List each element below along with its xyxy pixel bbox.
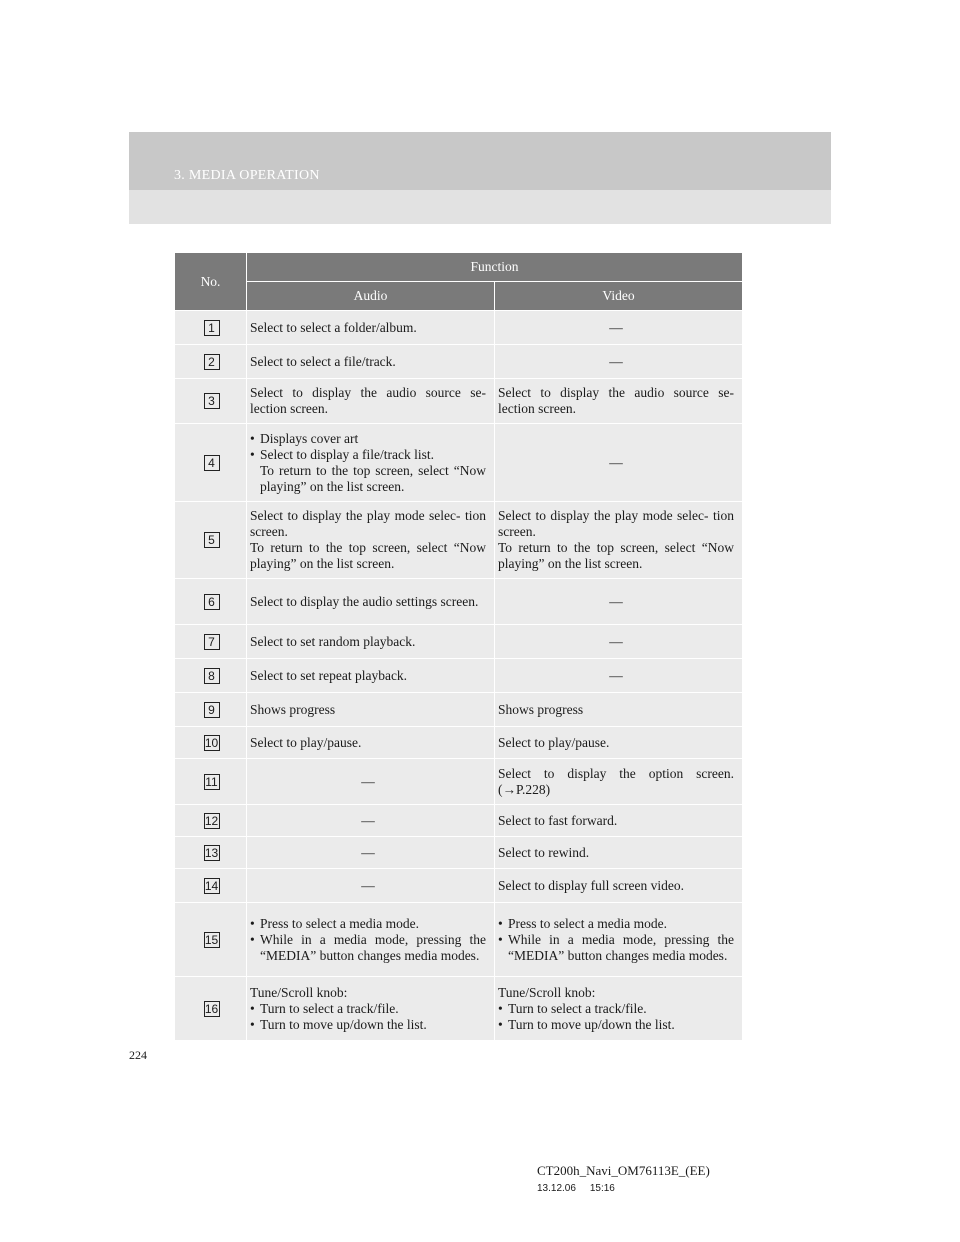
number-box: 9 bbox=[204, 702, 220, 718]
audio-note: To return to the top screen, select “Now playing” on the list screen. bbox=[250, 540, 486, 571]
row-number bbox=[175, 977, 247, 1041]
audio-cell: — bbox=[247, 869, 495, 903]
table-row bbox=[175, 625, 743, 659]
section-title: 3. MEDIA OPERATION bbox=[174, 168, 320, 183]
video-text: Select to display the play mode selec- tion screen. bbox=[498, 508, 734, 539]
video-cell: Select to fast forward. bbox=[495, 805, 743, 837]
header-sub-band bbox=[129, 190, 831, 224]
audio-cell bbox=[247, 424, 495, 502]
number-box: 7 bbox=[204, 634, 220, 650]
table-row bbox=[175, 659, 743, 693]
number-box: 3 bbox=[204, 393, 220, 409]
audio-cell: Select to display the audio settings screen. bbox=[247, 579, 495, 625]
table-header-row bbox=[175, 253, 743, 282]
video-cell bbox=[495, 502, 743, 579]
table-row bbox=[175, 837, 743, 869]
list-item: • Turn to select a track/file. bbox=[498, 1001, 734, 1017]
list-item: • While in a media mode, pressing the “MEDIA” button changes media modes. bbox=[498, 932, 734, 964]
print-timestamp: 13.12.06 15:16 bbox=[537, 1183, 615, 1194]
table-row bbox=[175, 579, 743, 625]
audio-cell: — bbox=[247, 805, 495, 837]
list-item: • Press to select a media mode. bbox=[498, 916, 734, 932]
row-number bbox=[175, 869, 247, 903]
video-cell: — bbox=[495, 579, 743, 625]
number-box: 4 bbox=[204, 455, 220, 471]
video-cell: Select to display the audio source se- lection screen. bbox=[495, 379, 743, 424]
list-item: • Displays cover art bbox=[250, 431, 486, 447]
document-code: CT200h_Navi_OM76113E_(EE) bbox=[537, 1163, 710, 1178]
number-box: 13 bbox=[204, 845, 219, 860]
function-table bbox=[174, 252, 743, 1041]
audio-cell bbox=[247, 502, 495, 579]
list-item: • Press to select a media mode. bbox=[250, 916, 486, 932]
audio-cell bbox=[247, 977, 495, 1041]
table-row bbox=[175, 805, 743, 837]
video-text: Tune/Scroll knob: bbox=[498, 984, 596, 1000]
row-number bbox=[175, 379, 247, 424]
function-table-grid bbox=[174, 252, 743, 1041]
audio-cell: — bbox=[247, 837, 495, 869]
column-header-video: Video bbox=[495, 282, 743, 311]
audio-cell: Shows progress bbox=[247, 693, 495, 727]
list-item: • Turn to move up/down the list. bbox=[498, 1017, 734, 1033]
video-cell: Select to display full screen video. bbox=[495, 869, 743, 903]
number-box: 1 bbox=[204, 320, 220, 336]
row-number bbox=[175, 659, 247, 693]
audio-cell: Select to select a file/track. bbox=[247, 345, 495, 379]
row-number bbox=[175, 727, 247, 759]
row-number bbox=[175, 759, 247, 805]
video-note: To return to the top screen, select “Now playing” on the list screen. bbox=[498, 540, 734, 571]
table-row bbox=[175, 759, 743, 805]
audio-note: To return to the top screen, select “Now playing” on the list screen. bbox=[260, 462, 486, 494]
audio-cell bbox=[247, 903, 495, 977]
table-row bbox=[175, 727, 743, 759]
number-box: 6 bbox=[204, 594, 220, 610]
video-cell: — bbox=[495, 424, 743, 502]
table-row bbox=[175, 977, 743, 1041]
number-box: 15 bbox=[204, 932, 219, 947]
number-box: 5 bbox=[204, 532, 220, 548]
row-number bbox=[175, 625, 247, 659]
page-number: 224 bbox=[129, 1048, 147, 1062]
list-item: • Turn to select a track/file. bbox=[250, 1001, 486, 1017]
table-subheader-row bbox=[175, 282, 743, 311]
video-cell: Select to display the option screen. (→P.228) bbox=[495, 759, 743, 805]
video-bullet-list bbox=[498, 916, 734, 964]
audio-bullet-list bbox=[250, 916, 486, 964]
video-cell bbox=[495, 903, 743, 977]
row-number bbox=[175, 311, 247, 345]
list-item: • Turn to move up/down the list. bbox=[250, 1017, 486, 1033]
video-cell: — bbox=[495, 345, 743, 379]
audio-cell: Select to select a folder/album. bbox=[247, 311, 495, 345]
table-row bbox=[175, 502, 743, 579]
video-cell: Select to rewind. bbox=[495, 837, 743, 869]
video-cell: Select to play/pause. bbox=[495, 727, 743, 759]
table-row bbox=[175, 903, 743, 977]
audio-cell: Select to play/pause. bbox=[247, 727, 495, 759]
video-cell: — bbox=[495, 659, 743, 693]
column-header-audio: Audio bbox=[247, 282, 495, 311]
table-row bbox=[175, 424, 743, 502]
number-box: 16 bbox=[204, 1001, 219, 1016]
row-number bbox=[175, 903, 247, 977]
row-number bbox=[175, 424, 247, 502]
audio-cell: Select to set random playback. bbox=[247, 625, 495, 659]
video-cell bbox=[495, 977, 743, 1041]
table-row bbox=[175, 311, 743, 345]
row-number bbox=[175, 579, 247, 625]
list-item: • While in a media mode, pressing the “MEDIA” button changes media modes. bbox=[250, 932, 486, 964]
row-number bbox=[175, 345, 247, 379]
column-header-no: No. bbox=[175, 253, 247, 311]
audio-bullet-list bbox=[250, 431, 486, 463]
audio-cell: — bbox=[247, 759, 495, 805]
number-box: 10 bbox=[204, 735, 219, 750]
row-number bbox=[175, 805, 247, 837]
video-bullet-list bbox=[498, 1001, 734, 1033]
table-row bbox=[175, 693, 743, 727]
audio-cell: Select to display the audio source se- lection screen. bbox=[247, 379, 495, 424]
video-cell: — bbox=[495, 311, 743, 345]
video-cell: Shows progress bbox=[495, 693, 743, 727]
column-header-function: Function bbox=[247, 253, 743, 282]
row-number bbox=[175, 837, 247, 869]
list-item: • Select to display a file/track list. bbox=[250, 447, 486, 463]
number-box: 2 bbox=[204, 354, 220, 370]
audio-text: Tune/Scroll knob: bbox=[250, 984, 348, 1000]
audio-bullet-list bbox=[250, 1001, 486, 1033]
table-row bbox=[175, 345, 743, 379]
number-box: 12 bbox=[204, 813, 219, 828]
number-box: 8 bbox=[204, 668, 220, 684]
table-row bbox=[175, 869, 743, 903]
number-box: 14 bbox=[204, 878, 219, 893]
number-box: 11 bbox=[205, 774, 218, 789]
row-number bbox=[175, 693, 247, 727]
row-number bbox=[175, 502, 247, 579]
table-row bbox=[175, 379, 743, 424]
audio-text: Select to display the play mode selec- tion screen. bbox=[250, 508, 486, 539]
video-cell: — bbox=[495, 625, 743, 659]
audio-cell: Select to set repeat playback. bbox=[247, 659, 495, 693]
